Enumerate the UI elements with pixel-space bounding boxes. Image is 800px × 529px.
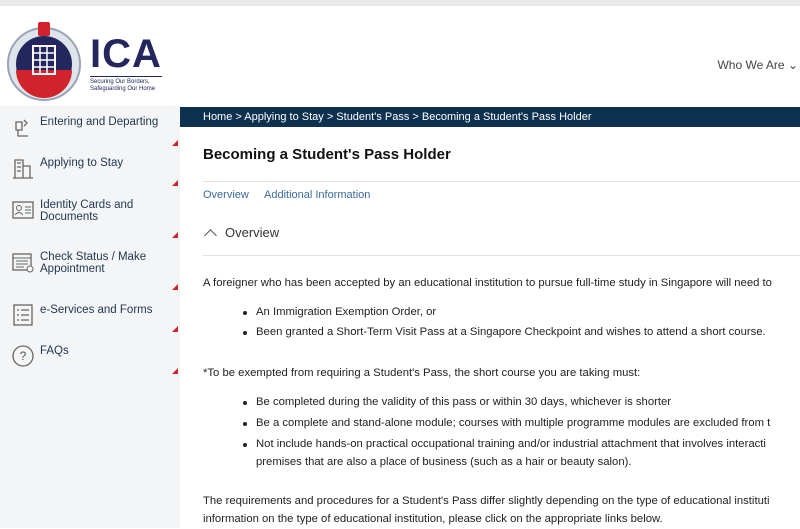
corner-marker	[172, 326, 178, 332]
accordion-overview[interactable]	[203, 225, 279, 240]
list-item: Not include hands-on practical occupational training and/or industrial attachment that involves interacti	[256, 438, 766, 450]
corner-marker	[172, 232, 178, 238]
id-card-icon	[12, 199, 34, 221]
outro-text: The requirements and procedures for a Student's Pass differ slightly depending on the type of educational instituti	[203, 495, 770, 507]
tab-additional-information[interactable]: Additional Information	[264, 189, 371, 201]
sidebar-item-label: Entering and Departing	[40, 116, 159, 128]
bullet	[243, 443, 247, 447]
list-item-continuation: premises that are also a place of business (such as a hair or beauty salon).	[256, 456, 632, 468]
sidebar-item-label: e-Services and Forms	[40, 304, 153, 316]
list-item: Been granted a Short-Term Visit Pass at a Singapore Checkpoint and wishes to attend a short course.	[256, 326, 766, 338]
sidebar-item-label: FAQs	[40, 345, 69, 357]
intro-text: A foreigner who has been accepted by an educational institution to pursue full-time study in Singapore will need to	[203, 277, 772, 289]
accordion-label: Overview	[225, 225, 280, 240]
corner-marker	[172, 180, 178, 186]
ica-crest-logo[interactable]	[6, 20, 84, 102]
brand-tagline: Securing Our Borders, Safeguarding Our Home	[90, 79, 156, 92]
brand-name: ICA	[90, 32, 162, 76]
list-item: Be completed during the validity of this pass or within 30 days, whichever is shorter	[256, 396, 672, 408]
sidebar-item-label: Identity Cards and Documents	[40, 199, 134, 223]
question-icon	[12, 345, 34, 367]
sidebar-item-label: Applying to Stay	[40, 157, 124, 169]
svg-text:?: ?	[19, 349, 27, 363]
building-icon	[12, 157, 34, 179]
corner-marker	[172, 140, 178, 146]
bullet	[243, 331, 247, 335]
calendar-icon	[12, 251, 34, 273]
bullet	[243, 401, 247, 405]
corner-marker	[172, 368, 178, 374]
page-title: Becoming a Student's Pass Holder	[203, 146, 451, 163]
form-list-icon	[12, 304, 34, 326]
chevron-up-icon	[204, 229, 217, 242]
bullet	[243, 311, 247, 315]
divider	[203, 255, 800, 256]
traveller-icon	[12, 116, 34, 138]
bullet	[243, 422, 247, 426]
nav-who-we-are[interactable]: Who We Are ⌄	[717, 58, 798, 72]
brand-divider	[90, 76, 162, 77]
list-item: Be a complete and stand-alone module; courses with multiple programme modules are excluded from t	[256, 417, 771, 429]
sidebar-item-label: Check Status / Make Appointment	[40, 251, 147, 275]
sidebar	[0, 106, 180, 528]
divider	[203, 181, 800, 182]
outro-text: information on the type of educational institution, please click on the appropriate links below.	[203, 513, 663, 525]
corner-marker	[172, 284, 178, 290]
breadcrumb[interactable]: Home > Applying to Stay > Student's Pass > Becoming a Student's Pass Holder	[180, 107, 800, 127]
site-header	[0, 6, 800, 106]
tab-overview[interactable]: Overview	[203, 189, 249, 201]
list-item: An Immigration Exemption Order, or	[256, 306, 437, 318]
note-text: *To be exempted from requiring a Student's Pass, the short course you are taking must:	[203, 367, 641, 379]
